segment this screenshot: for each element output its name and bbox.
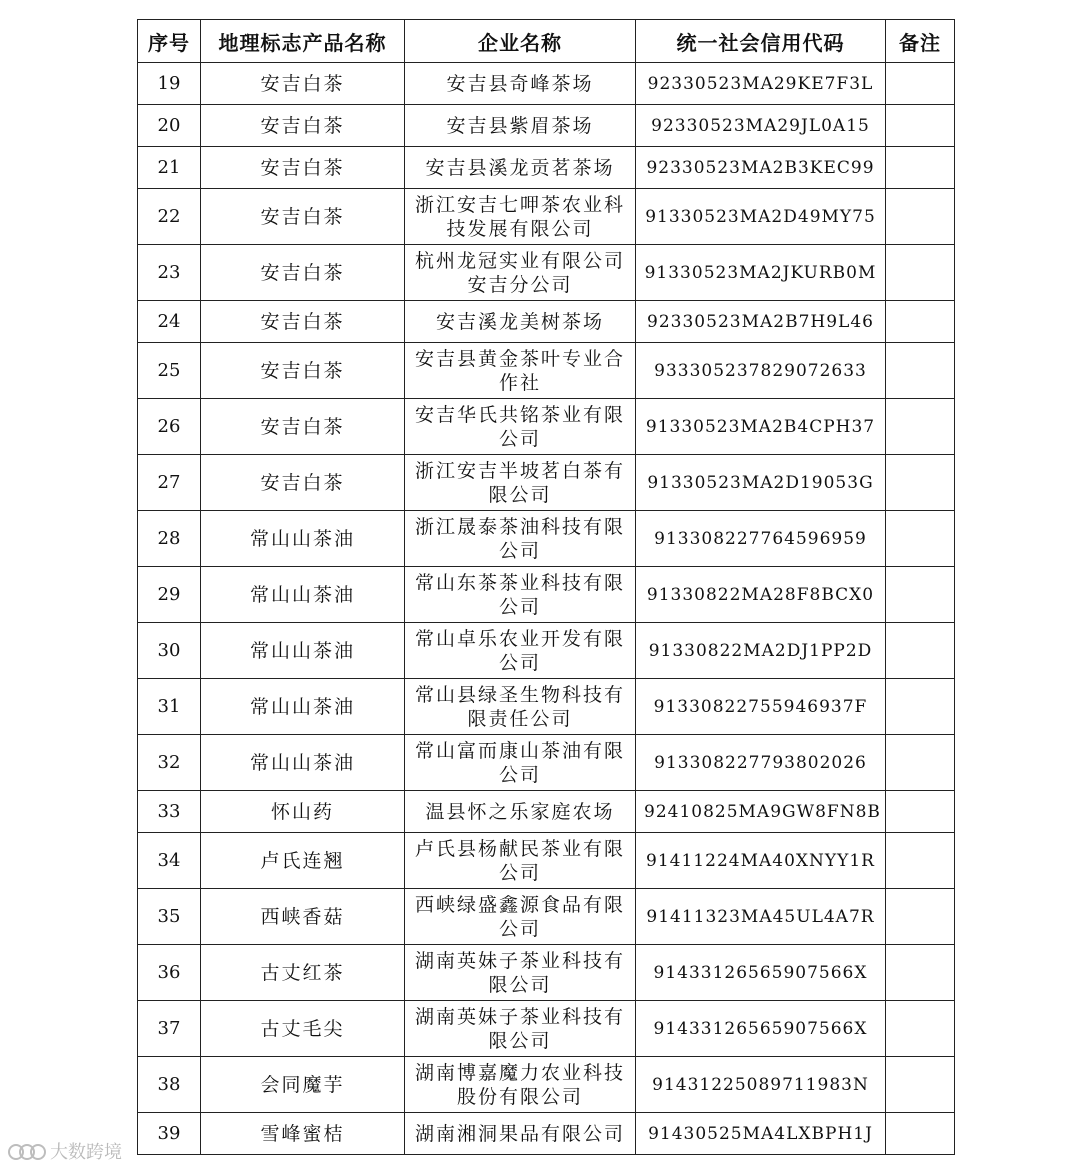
table-row [138,623,955,679]
row-credit-code: 91411323MA45UL4A7R [636,889,886,945]
company-name-line: 公司 [498,651,541,674]
row-index: 38 [138,1057,201,1113]
row-company-name [405,511,636,567]
table-row [138,945,955,1001]
company-name-line: 限公司 [488,973,552,996]
row-product-name: 怀山药 [201,791,405,833]
company-name-line: 安吉县奇峰茶场 [446,72,594,95]
row-remark [886,399,955,455]
row-company-name [405,245,636,301]
company-name-line: 安吉华氏共铭茶业有限 [414,403,625,426]
row-index: 30 [138,623,201,679]
row-index: 26 [138,399,201,455]
header-product-name: 地理标志产品名称 [201,20,405,63]
company-name-line: 安吉溪龙美树茶场 [435,310,604,333]
company-name-line: 浙江安吉七呷茶农业科 [414,193,625,216]
company-name-line: 安吉分公司 [467,273,573,296]
header-remark: 备注 [886,20,955,63]
header-company-name: 企业名称 [405,20,636,63]
table-row [138,1113,955,1155]
row-credit-code: 92330523MA2B7H9L46 [636,301,886,343]
row-company-name [405,679,636,735]
row-remark [886,623,955,679]
table-row [138,889,955,945]
row-credit-code: 913308227793802026 [636,735,886,791]
table-row [138,1001,955,1057]
company-name-line: 常山东茶茶业科技有限 [414,571,625,594]
row-credit-code: 91433126565907566X [636,945,886,1001]
row-index: 27 [138,455,201,511]
table-row [138,301,955,343]
watermark-text: 大数跨境 [50,1142,122,1163]
company-name-line: 公司 [498,595,541,618]
row-index: 20 [138,105,201,147]
row-index: 31 [138,679,201,735]
watermark [8,1137,122,1165]
row-remark [886,679,955,735]
row-product-name: 常山山茶油 [201,511,405,567]
row-company-name [405,63,636,105]
row-company-name [405,105,636,147]
company-name-line: 安吉县溪龙贡茗茶场 [425,156,615,179]
company-name-line: 浙江安吉半坡茗白茶有 [414,459,625,482]
company-name-line: 常山富而康山茶油有限 [414,739,625,762]
row-product-name: 常山山茶油 [201,623,405,679]
table-row [138,679,955,735]
company-name-line: 股份有限公司 [456,1085,583,1108]
row-company-name [405,945,636,1001]
company-name-line: 浙江晟泰茶油科技有限 [414,515,625,538]
table-body [138,63,955,1155]
row-product-name: 安吉白茶 [201,399,405,455]
company-name-line: 温县怀之乐家庭农场 [425,800,615,823]
row-credit-code: 92330523MA29JL0A15 [636,105,886,147]
row-product-name: 卢氏连翘 [201,833,405,889]
company-name-line: 公司 [498,917,541,940]
row-product-name: 古丈毛尖 [201,1001,405,1057]
row-company-name [405,301,636,343]
row-product-name: 安吉白茶 [201,147,405,189]
row-index: 19 [138,63,201,105]
table-row [138,245,955,301]
row-remark [886,791,955,833]
row-remark [886,945,955,1001]
row-remark [886,1113,955,1155]
row-company-name [405,1113,636,1155]
row-company-name [405,189,636,245]
row-product-name: 安吉白茶 [201,245,405,301]
row-company-name [405,343,636,399]
table-row [138,105,955,147]
company-name-line: 安吉县紫眉茶场 [446,114,594,137]
company-name-line: 常山卓乐农业开发有限 [414,627,625,650]
row-credit-code: 92330523MA2B3KEC99 [636,147,886,189]
company-name-line: 限公司 [488,1029,552,1052]
company-name-line: 公司 [498,427,541,450]
company-name-line: 湖南英妹子茶业科技有 [414,949,625,972]
row-remark [886,301,955,343]
row-index: 28 [138,511,201,567]
row-company-name [405,889,636,945]
table-header-row [138,20,955,63]
row-index: 21 [138,147,201,189]
company-name-line: 作社 [498,371,541,394]
row-product-name: 安吉白茶 [201,105,405,147]
row-remark [886,889,955,945]
company-name-line: 技发展有限公司 [446,217,594,240]
row-remark [886,455,955,511]
table-row [138,791,955,833]
row-remark [886,189,955,245]
row-credit-code: 91330822755946937F [636,679,886,735]
row-index: 24 [138,301,201,343]
row-credit-code: 91430525MA4LXBPH1J [636,1113,886,1155]
row-credit-code: 91433126565907566X [636,1001,886,1057]
table-row [138,567,955,623]
row-index: 39 [138,1113,201,1155]
row-remark [886,343,955,399]
row-company-name [405,623,636,679]
row-company-name [405,1057,636,1113]
row-product-name: 安吉白茶 [201,301,405,343]
row-product-name: 安吉白茶 [201,343,405,399]
company-name-line: 杭州龙冠实业有限公司 [414,249,625,272]
row-product-name: 常山山茶油 [201,735,405,791]
row-product-name: 西峡香菇 [201,889,405,945]
company-name-line: 湖南英妹子茶业科技有 [414,1005,625,1028]
row-product-name: 古丈红茶 [201,945,405,1001]
row-remark [886,511,955,567]
company-name-line: 常山县绿圣生物科技有 [414,683,625,706]
header-index: 序号 [138,20,201,63]
row-credit-code: 92410825MA9GW8FN8B [636,791,886,833]
row-index: 33 [138,791,201,833]
row-credit-code: 933305237829072633 [636,343,886,399]
row-credit-code: 91330523MA2D19053G [636,455,886,511]
company-name-line: 公司 [498,539,541,562]
row-product-name: 雪峰蜜桔 [201,1113,405,1155]
table-row [138,189,955,245]
row-index: 34 [138,833,201,889]
table-row [138,147,955,189]
row-index: 29 [138,567,201,623]
row-company-name [405,791,636,833]
company-name-line: 西峡绿盛鑫源食品有限 [414,893,625,916]
row-company-name [405,567,636,623]
row-remark [886,567,955,623]
row-product-name: 安吉白茶 [201,455,405,511]
row-credit-code: 91330523MA2B4CPH37 [636,399,886,455]
row-remark [886,63,955,105]
row-credit-code: 91431225089711983N [636,1057,886,1113]
table-row [138,63,955,105]
row-product-name: 会同魔芋 [201,1057,405,1113]
table-row [138,399,955,455]
row-company-name [405,735,636,791]
row-index: 32 [138,735,201,791]
table-row [138,511,955,567]
watermark-logo-icon [8,1141,44,1161]
row-company-name [405,147,636,189]
row-company-name [405,833,636,889]
row-remark [886,245,955,301]
row-company-name [405,399,636,455]
row-remark [886,105,955,147]
row-credit-code: 91330523MA2D49MY75 [636,189,886,245]
row-index: 36 [138,945,201,1001]
row-remark [886,833,955,889]
table-row [138,1057,955,1113]
row-product-name: 安吉白茶 [201,189,405,245]
company-name-line: 公司 [498,861,541,884]
row-credit-code: 91411224MA40XNYY1R [636,833,886,889]
table-row [138,735,955,791]
row-remark [886,735,955,791]
table-row [138,343,955,399]
row-product-name: 安吉白茶 [201,63,405,105]
row-product-name: 常山山茶油 [201,679,405,735]
company-name-line: 限公司 [488,483,552,506]
company-name-line: 卢氏县杨献民茶业有限 [414,837,625,860]
company-name-line: 公司 [498,763,541,786]
row-credit-code: 91330822MA2DJ1PP2D [636,623,886,679]
row-credit-code: 91330822MA28F8BCX0 [636,567,886,623]
row-company-name [405,1001,636,1057]
row-company-name [405,455,636,511]
row-credit-code: 92330523MA29KE7F3L [636,63,886,105]
table-row [138,833,955,889]
row-product-name: 常山山茶油 [201,567,405,623]
table-row [138,455,955,511]
row-index: 23 [138,245,201,301]
row-remark [886,1001,955,1057]
row-remark [886,1057,955,1113]
row-remark [886,147,955,189]
company-name-line: 安吉县黄金茶叶专业合 [414,347,625,370]
row-credit-code: 91330523MA2JKURB0M [636,245,886,301]
row-index: 22 [138,189,201,245]
enterprise-table [137,19,955,1155]
row-index: 37 [138,1001,201,1057]
company-name-line: 湖南博嘉魔力农业科技 [414,1061,625,1084]
row-credit-code: 913308227764596959 [636,511,886,567]
company-name-line: 限责任公司 [467,707,573,730]
header-credit-code: 统一社会信用代码 [636,20,886,63]
row-index: 25 [138,343,201,399]
row-index: 35 [138,889,201,945]
company-name-line: 湖南湘洞果品有限公司 [414,1122,625,1145]
